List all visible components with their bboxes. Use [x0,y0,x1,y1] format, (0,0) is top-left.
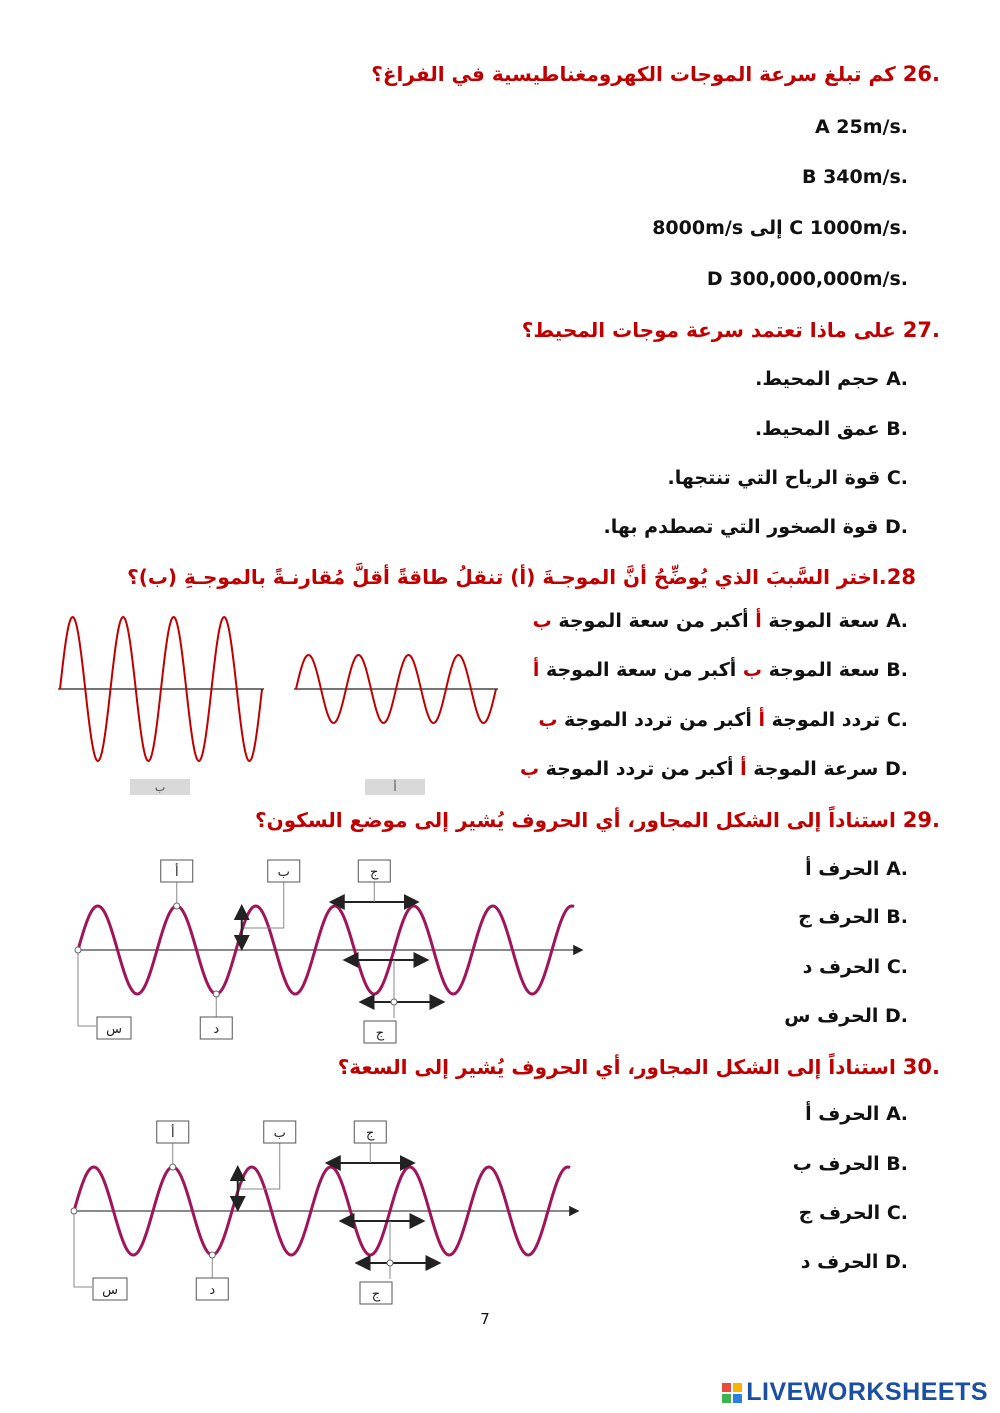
option-wave-ref: ب [742,659,762,681]
pointer-line [240,1143,280,1189]
question-29 [255,808,940,832]
option-text: 25m/s [836,116,901,138]
question-27 [522,318,940,342]
question-text: على ماذا تعتمد سرعة موجات المحيط؟ [521,318,896,342]
option-wave-ref: أ [740,758,747,780]
option-wave-ref: أ [758,709,765,731]
q27-option-a[interactable] [755,368,908,390]
option-text: سرعة الموجة [753,758,879,780]
logo-icon [722,1383,742,1403]
q28-option-c[interactable] [538,709,908,731]
option-text: الحرف أ [805,858,880,880]
option-text: قوة الصخور التي تصطدم بها. [603,516,879,538]
option-letter: .D [885,1251,908,1273]
q26-option-b[interactable] [802,166,908,188]
label-j-top: ج [366,1126,375,1141]
pointer-line [78,950,96,1026]
question-text: كم تبلغ سرعة الموجات الكهرومغناطيسية في الفراغ؟ [371,62,896,86]
option-wave-ref: ب [519,758,540,780]
option-text: أكبر من تردد الموجة [545,758,734,780]
wave-a-caption: أ [393,781,397,794]
page-number: 7 [480,1310,490,1328]
q30-wave-diagram [62,1113,582,1308]
q28-option-a[interactable] [533,610,908,632]
pointer-dot [174,903,180,909]
question-28 [127,565,916,589]
q30-option-b[interactable] [793,1153,908,1175]
q30-option-d[interactable] [801,1251,908,1273]
option-letter: .B [801,166,908,188]
q30-option-c[interactable] [799,1202,908,1224]
q28-option-b[interactable] [533,659,908,681]
pointer-dot [387,1260,393,1266]
pointer-dot [170,1164,176,1170]
option-letter: .B [886,906,908,928]
option-letter: .D [885,758,908,780]
option-letter: .A [886,368,908,390]
liveworksheets-logo [722,1378,988,1407]
option-text: تردد الموجة [771,709,881,731]
label-d: د [209,1283,216,1298]
logo-text: LIVEWORKSHEETS [746,1378,988,1406]
pointer-dot [209,1252,215,1258]
option-value-from: 1000m/s [809,217,901,239]
option-letter: .D [706,268,908,290]
option-text: الحرف س [784,1005,879,1027]
q30-option-a[interactable] [805,1103,908,1125]
option-letter: .B [886,1153,908,1175]
q29-wave-diagram [66,852,586,1047]
q27-option-c[interactable] [668,467,909,489]
q29-option-a[interactable] [805,858,908,880]
option-letter: .B [886,659,908,681]
label-d: د [213,1022,220,1037]
pointer-dot [71,1208,77,1214]
option-connector: إلى [749,217,783,239]
label-j-bottom: ج [375,1026,385,1041]
question-30 [338,1055,940,1079]
question-number: 28. [878,565,916,589]
question-number: .26 [902,62,940,86]
option-letter: .C [886,956,908,978]
label-s: س [102,1283,118,1298]
option-letter: .C [886,709,908,731]
option-text: عمق المحيط. [754,418,880,440]
label-b: ب [277,865,290,880]
q27-option-b[interactable] [755,418,908,440]
question-26 [371,62,940,86]
pointer-dot [75,947,81,953]
label-s: س [106,1022,122,1037]
label-b: ب [273,1126,286,1141]
option-letter: .C [886,467,908,489]
option-letter: .B [886,418,908,440]
option-wave-ref: أ [532,659,540,681]
option-text: أكبر من سعة الموجة [545,659,737,681]
pointer-line [74,1211,92,1287]
option-wave-ref: أ [755,610,762,632]
question-text: استناداً إلى الشكل المجاور، أي الحروف يُشير إلى موضع السكون؟ [255,808,896,832]
pointer-dot [213,991,219,997]
option-letter: .C [886,1202,908,1224]
option-text: حجم المحيط. [755,368,880,390]
option-text: قوة الرياح التي تنتجها. [667,467,881,489]
option-letter: .D [885,1005,908,1027]
option-letter: .A [886,1103,908,1125]
q26-option-d[interactable] [707,268,908,290]
option-text: الحرف ج [798,906,880,928]
option-text: الحرف ب [792,1153,880,1175]
q26-option-c[interactable] [652,217,908,239]
option-value-to: 8000m/s [652,217,744,239]
option-text: 340m/s [823,166,901,188]
question-number: .27 [902,318,940,342]
label-j-bottom: ج [371,1287,381,1302]
label-j-top: ج [370,865,379,880]
option-letter: .A [886,610,908,632]
option-letter: .A [886,858,908,880]
option-text: سعة الموجة [768,610,880,632]
option-wave-ref: ب [538,709,558,731]
option-letter: .C [789,217,908,239]
option-text: أكبر من سعة الموجة [558,610,749,632]
option-text: الحرف أ [805,1103,880,1125]
question-text: اختر السَّببَ الذي يُوضِّحُ أنَّ الموجـةَ (أ) تنقلُ طاقةً أقلَّ مُقارنـةً بالموجـةِ (ب)؟ [127,565,879,589]
wave-b-caption: ب [154,781,166,794]
question-number: .30 [902,1055,940,1079]
pointer-line [244,882,284,928]
question-number: .29 [902,808,940,832]
option-letter: .A [814,116,908,138]
option-text: أكبر من تردد الموجة [564,709,752,731]
q29-option-b[interactable] [798,906,908,928]
q27-option-d[interactable] [604,516,909,538]
option-letter: .D [885,516,908,538]
label-a: أ [174,865,179,880]
q29-option-d[interactable] [784,1005,908,1027]
q28-option-d[interactable] [520,758,908,780]
option-text: 300,000,000m/s [729,268,901,290]
option-text: الحرف د [802,956,881,978]
pointer-dot [391,999,397,1005]
option-text: الحرف ج [798,1202,881,1224]
q26-option-a[interactable] [815,116,908,138]
q29-option-c[interactable] [803,956,908,978]
q28-wave-figure [50,605,520,800]
option-text: الحرف د [800,1251,879,1273]
label-a: أ [170,1126,175,1141]
question-text: استناداً إلى الشكل المجاور، أي الحروف يُشير إلى السعة؟ [337,1055,896,1079]
option-text: سعة الموجة [768,659,880,681]
option-wave-ref: ب [532,610,552,632]
